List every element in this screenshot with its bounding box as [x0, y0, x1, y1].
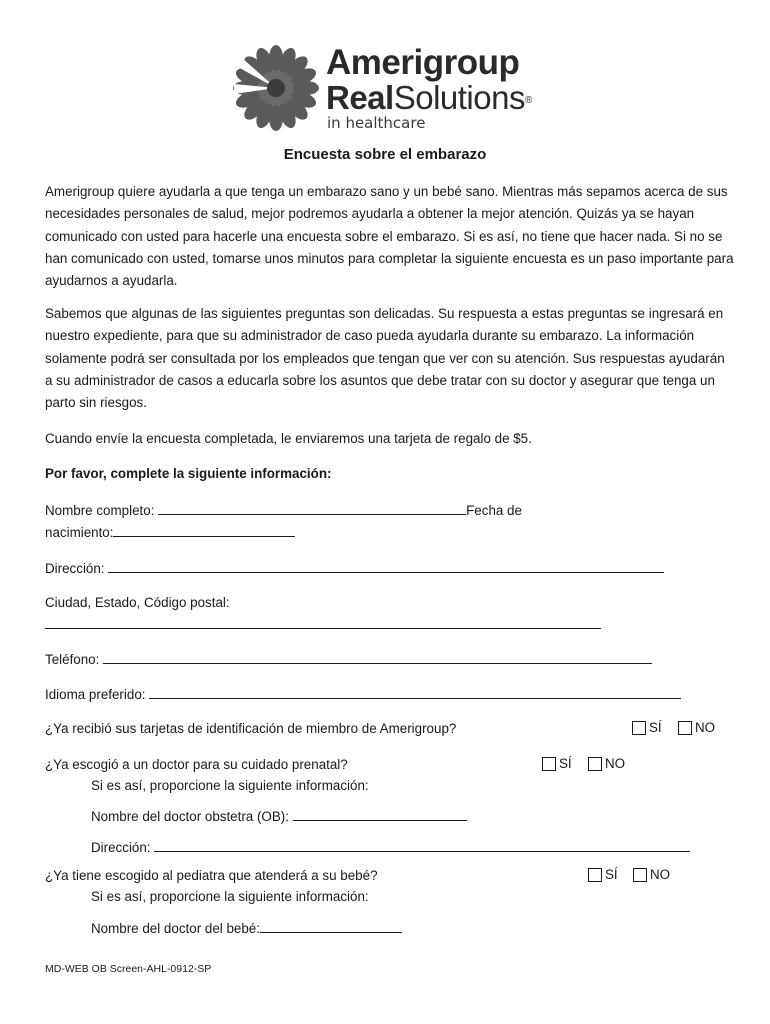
- pediatrician-yes-label: SÍ: [605, 867, 618, 882]
- form-code-footer: MD-WEB OB Screen-AHL-0912-SP: [45, 963, 212, 975]
- phone-field[interactable]: [103, 649, 652, 664]
- prenatal-followup-note: Si es así, proporcione la siguiente información:: [91, 778, 369, 793]
- page-title: Encuesta sobre el embarazo: [283, 146, 487, 163]
- birth-date-field[interactable]: [113, 522, 295, 537]
- birth-date-label: Fecha de: [466, 503, 522, 518]
- phone-row: [45, 649, 652, 670]
- full-name-label: Nombre completo:: [45, 503, 159, 518]
- language-label: Idioma preferido:: [45, 687, 150, 702]
- phone-label: Teléfono:: [45, 652, 104, 667]
- prenatal-doctor-no-label: NO: [605, 756, 626, 771]
- prenatal-doctor-no-checkbox[interactable]: [588, 757, 602, 771]
- city-state-zip-field[interactable]: [45, 628, 601, 629]
- member-cards-yes-label: SÍ: [649, 720, 662, 735]
- prenatal-doctor-yes-checkbox[interactable]: [542, 757, 556, 771]
- instruction-heading: Por favor, complete la siguiente información:: [45, 466, 332, 481]
- gift-card-paragraph: Cuando envíe la encuesta completada, le enviaremos una tarjeta de regalo de $5.: [45, 431, 532, 446]
- birth-date-row: [45, 522, 295, 543]
- question-member-cards: ¿Ya recibió sus tarjetas de identificación de miembro de Amerigroup?: [45, 721, 457, 736]
- full-name-field[interactable]: [158, 500, 466, 515]
- ob-name-row: [91, 806, 467, 827]
- member-cards-yes-checkbox[interactable]: [632, 721, 646, 735]
- ob-name-label: Nombre del doctor obstetra (OB):: [91, 809, 293, 824]
- member-cards-no-checkbox[interactable]: [678, 721, 692, 735]
- member-cards-no-label: NO: [695, 720, 716, 735]
- baby-doctor-field[interactable]: [260, 918, 402, 933]
- pediatrician-no-checkbox[interactable]: [633, 868, 647, 882]
- prenatal-doctor-yes-label: SÍ: [559, 756, 572, 771]
- address-label: Dirección:: [45, 561, 109, 576]
- birth-date-label-cont: nacimiento:: [45, 525, 114, 540]
- ob-address-label: Dirección:: [91, 840, 155, 855]
- privacy-paragraph: Sabemos que algunas de las siguientes preguntas son delicadas. Su respuesta a estas preguntas se ingresará en nuestro expediente, para que su administrador de caso pueda ayudarla durante su embarazo. La información solamente podrá ser consultada por los empleados que tengan que ver con su atención. Sus respuestas ayudarán a su administrador de casos a educarla sobre los asuntos que debe tratar con su doctor y asegurar que tenga un parto sin riesgos.: [45, 306, 725, 411]
- ob-name-field[interactable]: [293, 806, 467, 821]
- pediatrician-followup-note: Si es así, proporcione la siguiente información:: [91, 889, 369, 904]
- language-field[interactable]: [149, 684, 681, 699]
- city-state-zip-label: Ciudad, Estado, Código postal:: [45, 595, 230, 610]
- pediatrician-yes-checkbox[interactable]: [588, 868, 602, 882]
- address-row: [45, 558, 664, 579]
- pediatrician-no-label: NO: [650, 867, 671, 882]
- amerigroup-burst-logo-icon: [232, 44, 324, 134]
- intro-paragraph: Amerigroup quiere ayudarla a que tenga un embarazo sano y un bebé sano. Mientras más sepamos acerca de sus necesidades personales de salud, mejor podremos ayudarla a obtener la mejor atención. Quizás ya se hayan comunicado con usted para hacerle una encuesta sobre el embarazo. Si es así, no tiene que hacer nada. Si no se han comunicado con usted, tomarse unos minutos para completar la siguiente encuesta es un paso importante para ayudarnos a ayudarla.: [45, 184, 734, 289]
- amerigroup-logo: [232, 44, 552, 134]
- baby-doctor-row: [91, 918, 402, 939]
- language-row: [45, 684, 681, 705]
- ob-address-field[interactable]: [154, 837, 690, 852]
- ob-address-row: [91, 837, 690, 858]
- question-prenatal-doctor: ¿Ya escogió a un doctor para su cuidado prenatal?: [45, 757, 348, 772]
- full-name-row: [45, 500, 522, 521]
- brand-name: Amerigroup: [326, 43, 520, 82]
- brand-subname: RealSolutions®: [326, 79, 532, 116]
- baby-doctor-label: Nombre del doctor del bebé:: [91, 921, 260, 936]
- address-field[interactable]: [108, 558, 664, 573]
- brand-tagline: in healthcare: [327, 114, 426, 132]
- question-pediatrician: ¿Ya tiene escogido al pediatra que atenderá a su bebé?: [45, 868, 378, 883]
